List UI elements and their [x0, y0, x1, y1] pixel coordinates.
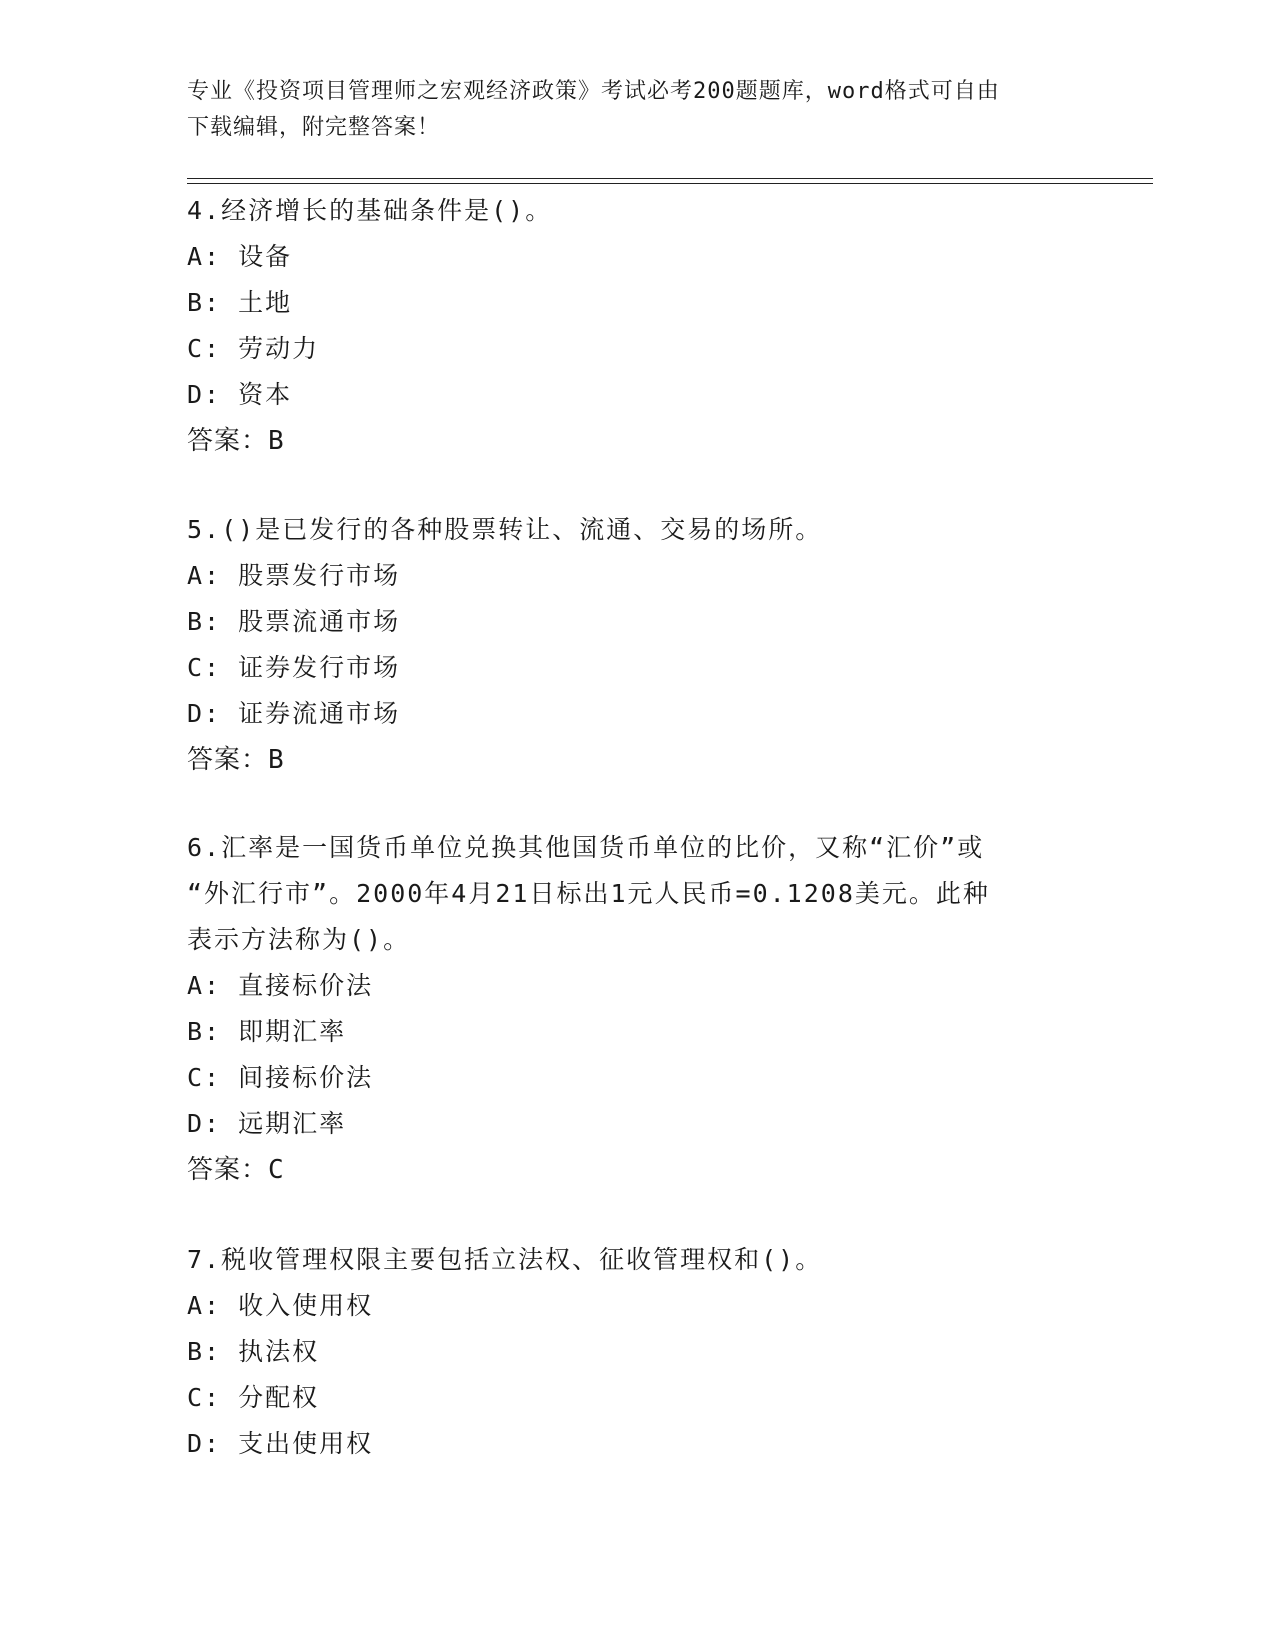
option-b: B: 股票流通市场 — [187, 607, 401, 636]
option-c: C: 劳动力 — [187, 334, 320, 363]
question-stem-line-1: 6.汇率是一国货币单位兑换其他国货币单位的比价，又称“汇价”或 — [187, 833, 985, 862]
option-a: A: 收入使用权 — [187, 1291, 374, 1320]
option-c: C: 证券发行市场 — [187, 653, 401, 682]
option-d: D: 资本 — [187, 380, 293, 409]
question-stem: 4.经济增长的基础条件是()。 — [187, 196, 553, 225]
answer-line: 答案：C — [187, 1155, 285, 1185]
option-a: A: 设备 — [187, 242, 293, 271]
option-a: A: 股票发行市场 — [187, 561, 401, 590]
answer-line: 答案：B — [187, 426, 285, 456]
option-b: B: 执法权 — [187, 1337, 320, 1366]
header-divider-bottom — [187, 183, 1153, 184]
header-line-1: 专业《投资项目管理师之宏观经济政策》考试必考200题题库，word格式可自由 — [187, 79, 1000, 104]
option-b: B: 土地 — [187, 288, 293, 317]
document-header — [187, 74, 1087, 146]
question-5 — [187, 507, 1087, 783]
header-divider-top — [187, 178, 1153, 179]
header-line-2: 下载编辑，附完整答案！ — [187, 115, 441, 140]
question-stem: 5.()是已发行的各种股票转让、流通、交易的场所。 — [187, 515, 823, 544]
option-b: B: 即期汇率 — [187, 1017, 347, 1046]
question-4 — [187, 188, 1087, 464]
option-c: C: 间接标价法 — [187, 1063, 374, 1092]
option-d: D: 支出使用权 — [187, 1429, 374, 1458]
option-d: D: 远期汇率 — [187, 1109, 347, 1138]
question-stem-line-2: “外汇行市”。2000年4月21日标出1元人民币=0.1208美元。此种 — [187, 879, 990, 908]
answer-line: 答案：B — [187, 745, 285, 775]
question-7 — [187, 1237, 1087, 1467]
question-6 — [187, 825, 1087, 1193]
question-stem-line-3: 表示方法称为()。 — [187, 925, 411, 954]
question-stem: 7.税收管理权限主要包括立法权、征收管理权和()。 — [187, 1245, 823, 1274]
option-a: A: 直接标价法 — [187, 971, 374, 1000]
option-c: C: 分配权 — [187, 1383, 320, 1412]
option-d: D: 证券流通市场 — [187, 699, 401, 728]
